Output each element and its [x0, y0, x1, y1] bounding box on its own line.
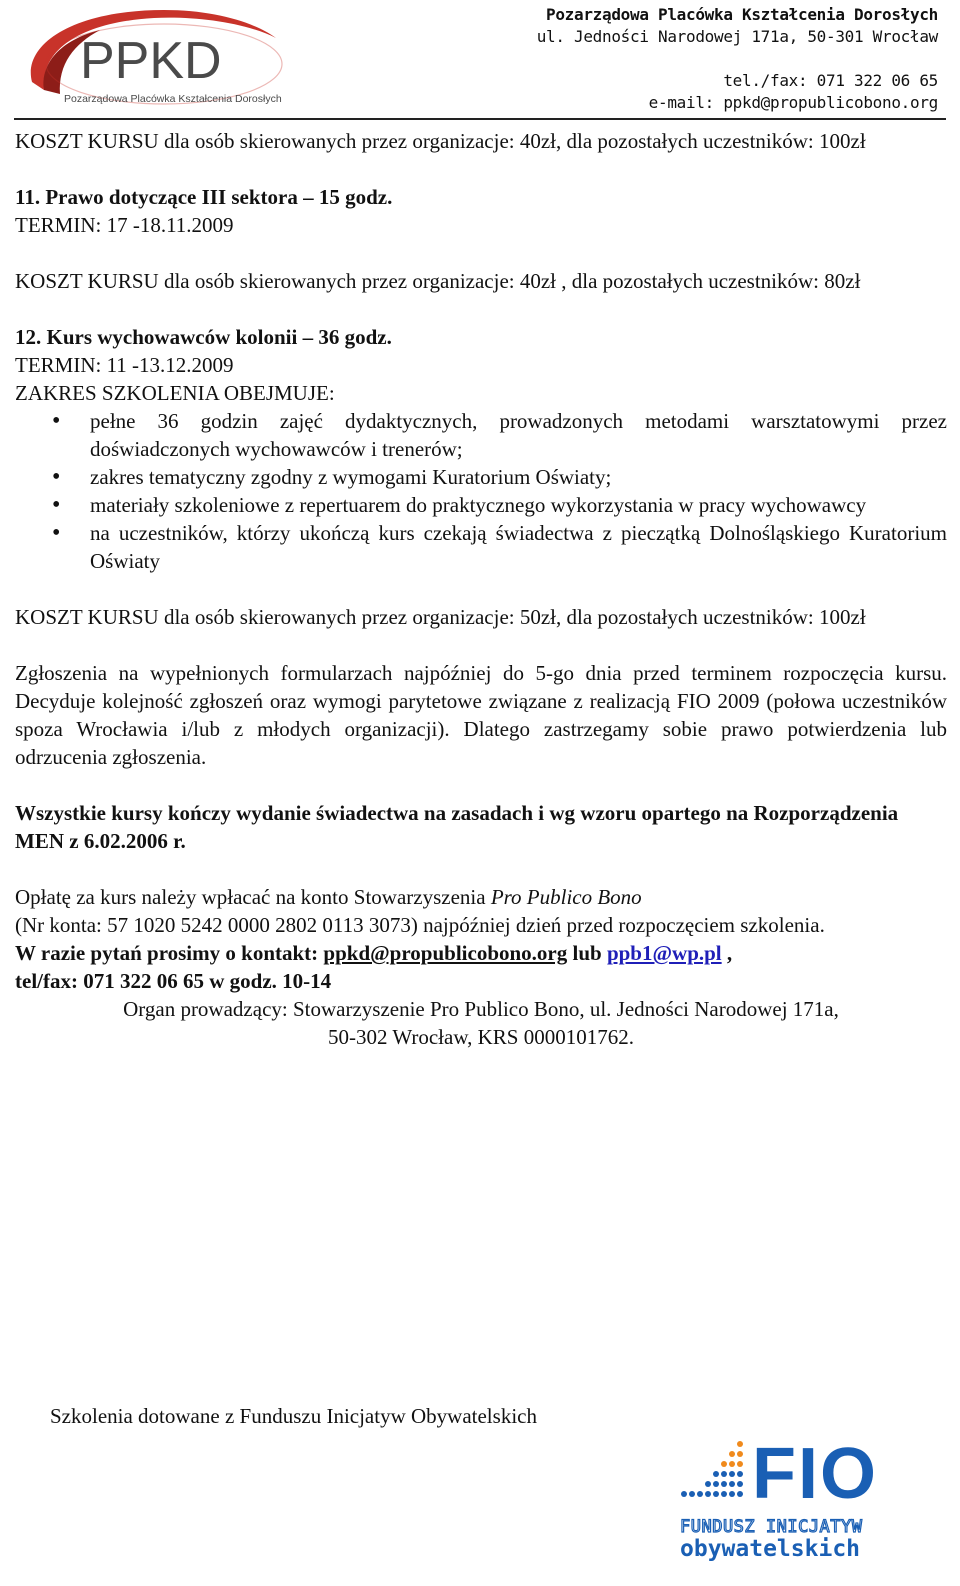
contact-email2-link[interactable]: ppb1@wp.pl — [606, 941, 722, 965]
scope-list — [15, 407, 947, 575]
course-12-term: TERMIN: 11 -13.12.2009 — [15, 353, 234, 377]
list-item: • materiały szkoleniowe z repertuarem do praktycznego wykorzystania w pracy wychowawcy — [15, 491, 947, 519]
header-email: e-mail: ppkd@propublicobono.org — [648, 93, 938, 112]
fio-logo-line1: FUNDUSZ INICJATYW — [680, 1517, 863, 1537]
payment-account: (Nr konta: 57 1020 5242 0000 2802 0113 3073) najpóźniej dzień przed rozpoczęciem szkolenia. — [15, 913, 825, 937]
contact-mid: lub — [567, 941, 607, 965]
ppkd-logo — [14, 4, 286, 116]
ppkd-logo-subtitle: Pozarządowa Placówka Kształcenia Dorosłych — [64, 93, 282, 105]
fio-logo-text: FIO — [752, 1434, 878, 1514]
header-address: ul. Jedności Narodowej 171a, 50-301 Wrocław — [536, 27, 938, 46]
contact-prefix: W razie pytań prosimy o kontakt: — [15, 941, 324, 965]
header-org-name: Pozarządowa Placówka Kształcenia Dorosłych — [546, 5, 938, 24]
scope-heading: ZAKRES SZKOLENIA OBEJMUJE: — [15, 381, 335, 405]
funding-note: Szkolenia dotowane z Funduszu Inicjatyw Obywatelskich — [50, 1404, 537, 1428]
fio-logo — [676, 1432, 934, 1562]
header-divider — [14, 118, 946, 120]
fio-logo-graphic — [676, 1432, 934, 1562]
course-11-term: TERMIN: 17 -18.11.2009 — [15, 213, 234, 237]
course-12-title: 12. Kurs wychowawców kolonii – 36 godz. — [15, 325, 392, 349]
course-10-cost: KOSZT KURSU dla osób skierowanych przez organizacje: 40zł, dla pozostałych uczestników: 100zł — [15, 129, 866, 153]
list-item: • na uczestników, którzy ukończą kurs czekają świadectwa z pieczątką Dolnośląskiego Kuratorium Oświaty — [15, 519, 947, 575]
applications-paragraph: Zgłoszenia na wypełnionych formularzach najpóźniej do 5-go dnia przed terminem rozpoczęcia kursu. Decyduje kolejność zgłoszeń oraz wymogi parytetowe związane z realizacją FIO 2009 (połowa uczestników spoza Wrocławia i/lub z młodych organizacji). Dlatego zastrzegamy sobie prawo potwierdzenia lub odrzucenia zgłoszenia. — [15, 661, 947, 769]
organ-line-2: 50-302 Wrocław, KRS 0000101762. — [328, 1025, 634, 1049]
certificate-paragraph: Wszystkie kursy kończy wydanie świadectwa na zasadach i wg wzoru opartego na Rozporządzenia MEN z 6.02.2006 r. — [15, 801, 899, 853]
fio-logo-line2: obywatelskich — [680, 1536, 861, 1562]
contact-suffix: , — [721, 941, 733, 965]
list-item: • zakres tematyczny zgodny z wymogami Kuratorium Oświaty; — [15, 463, 947, 491]
contact-email-link[interactable]: ppkd@propublicobono.org — [323, 941, 568, 965]
payment-org: Pro Publico Bono — [490, 885, 642, 909]
ppkd-logo-graphic — [14, 4, 286, 116]
course-11-title: 11. Prawo dotyczące III sektora – 15 godz. — [15, 185, 393, 209]
list-item: • pełne 36 godzin zajęć dydaktycznych, prowadzonych metodami warsztatowymi przez doświadczonych wychowawców i trenerów; — [15, 407, 947, 463]
ppkd-logo-text: PPKD — [80, 32, 222, 90]
organ-line-1: Organ prowadzący: Stowarzyszenie Pro Publico Bono, ul. Jedności Narodowej 171a, — [123, 997, 839, 1021]
course-12-cost: KOSZT KURSU dla osób skierowanych przez organizacje: 50zł, dla pozostałych uczestników: 100zł — [15, 605, 866, 629]
header-phone: tel./fax: 071 322 06 65 — [723, 71, 938, 90]
contact-phone: tel/fax: 071 322 06 65 w godz. 10-14 — [15, 969, 332, 993]
course-11-cost: KOSZT KURSU dla osób skierowanych przez organizacje: 40zł , dla pozostałych uczestników: 80zł — [15, 269, 861, 293]
payment-paragraph — [15, 883, 947, 911]
payment-prefix: Opłatę za kurs należy wpłacać na konto Stowarzyszenia — [15, 885, 491, 909]
contact-paragraph — [15, 939, 947, 967]
document-body — [15, 127, 947, 1051]
